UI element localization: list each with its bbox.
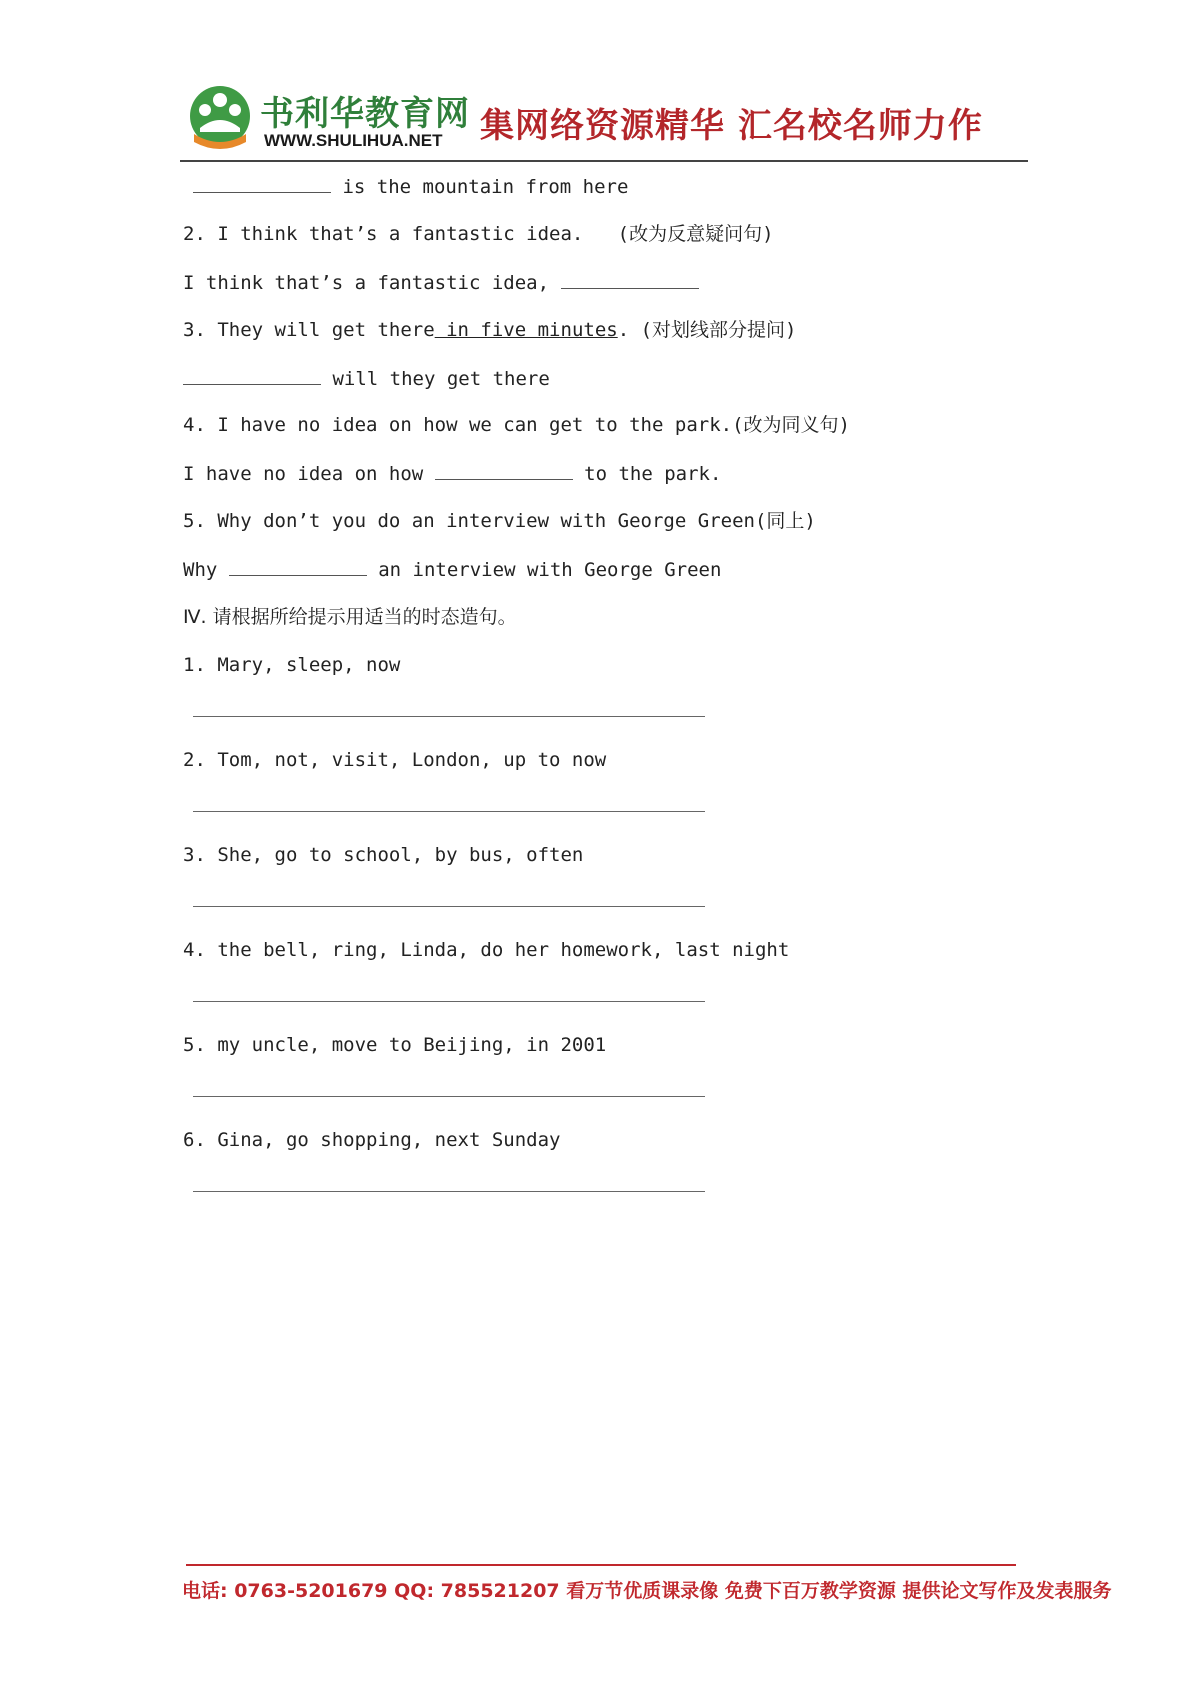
q4-prompt: 4. I have no idea on how we can get to the park.(改为同义句) — [183, 414, 850, 436]
q3-answer-line: will they get there — [183, 366, 550, 391]
answer-line[interactable] — [193, 1001, 705, 1002]
q5-answer-line: Why an interview with George Green — [183, 559, 722, 581]
sentence-prompt: 4. the bell, ring, Linda, do her homework, last night — [183, 939, 790, 961]
brand-url: WWW.SHULIHUA.NET — [264, 131, 443, 150]
site-header — [180, 84, 1030, 164]
q2-prompt: 2. I think that’s a fantastic idea. (改为反意疑问句) — [183, 223, 774, 245]
answer-line[interactable] — [193, 811, 705, 812]
header-slogan: 集网络资源精华 汇名校名师力作 — [480, 106, 983, 146]
sentence-prompt: 1. Mary, sleep, now — [183, 654, 401, 676]
sentence-prompt: 6. Gina, go shopping, next Sunday — [183, 1129, 561, 1151]
shulihua-logo-icon — [188, 84, 252, 156]
footer-contact: 电话: 0763-5201679 QQ: 785521207 看万节优质课录像 免费下百万教学资源 提供论文写作及发表服务 — [182, 1580, 1112, 1602]
answer-line[interactable] — [193, 1191, 705, 1192]
header-divider — [180, 160, 1028, 162]
sentence-prompt: 5. my uncle, move to Beijing, in 2001 — [183, 1034, 607, 1056]
q3-prompt: 3. They will get there in five minutes. (对划线部分提问) — [183, 319, 797, 341]
section4-heading: Ⅳ. 请根据所给提示用适当的时态造句。 — [183, 606, 517, 628]
q1-answer-line: is the mountain from here — [193, 174, 628, 199]
sentence-prompt: 3. She, go to school, by bus, often — [183, 844, 584, 866]
q4-answer-line: I have no idea on how to the park. — [183, 463, 722, 485]
answer-line[interactable] — [193, 1096, 705, 1097]
footer-divider — [186, 1564, 1016, 1566]
answer-blank[interactable] — [435, 461, 573, 480]
q2-answer-line: I think that’s a fantastic idea, — [183, 270, 699, 295]
answer-blank[interactable] — [561, 270, 699, 289]
brand-name: 书利华教育网 — [260, 94, 470, 134]
sentence-prompt: 2. Tom, not, visit, London, up to now — [183, 749, 607, 771]
underlined-phrase: in five minutes — [434, 319, 618, 341]
answer-line[interactable] — [193, 906, 705, 907]
q5-prompt: 5. Why don’t you do an interview with George Green(同上) — [183, 510, 816, 532]
answer-blank[interactable] — [229, 557, 367, 576]
answer-blank[interactable] — [193, 174, 331, 193]
answer-blank[interactable] — [183, 366, 321, 385]
answer-line[interactable] — [193, 716, 705, 717]
